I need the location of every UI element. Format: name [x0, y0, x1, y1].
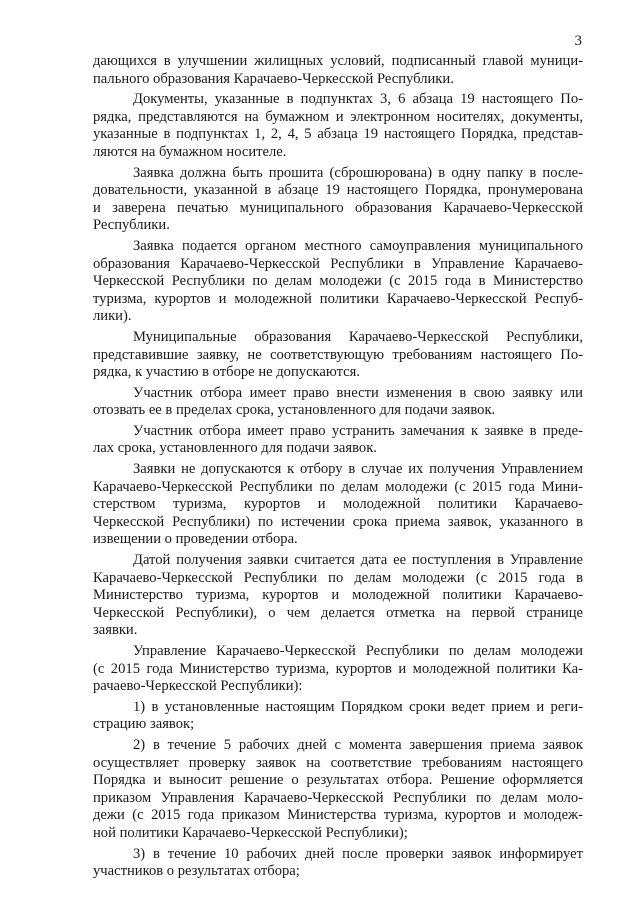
paragraph: [93, 385, 583, 420]
paragraph: [93, 737, 583, 843]
text-line: приказом Управления Карачаево-Черкесской Республики по делам моло-: [93, 789, 583, 806]
text-line: Участник отбора имеет право внести изменения в свою заявку или: [133, 384, 583, 401]
text-line: дежи (с 2015 года приказом Министерства туризма, курортов и молодеж-: [93, 807, 583, 824]
paragraph: [93, 91, 583, 161]
text-line: Карачаево-Черкесской Республики по делам молодежи (с 2015 года в: [93, 569, 583, 586]
text-line: образования Карачаево-Черкесской Республики в Управление Карачаево-: [93, 255, 583, 272]
text-line: Черкесской Республики) по истечении срока приема заявок, указанного в: [93, 513, 583, 530]
text-line: лах срока, установленного для подачи заявок.: [93, 440, 377, 457]
paragraph: [93, 238, 583, 326]
document-body: [93, 53, 583, 884]
paragraph: [93, 846, 583, 881]
text-line: Заявка должна быть прошита (сброшюрована) в одну папку в после-: [133, 164, 583, 181]
text-line: (с 2015 года Министерство туризма, курортов и молодежной политики Ка-: [93, 660, 583, 677]
paragraph: [93, 461, 583, 549]
page-number: 3: [574, 33, 582, 49]
paragraph: [93, 329, 583, 382]
text-line: 3) в течение 10 рабочих дней после проверки заявок информирует: [133, 845, 583, 862]
text-line: лики).: [93, 308, 132, 325]
text-line: участников о результатах отбора;: [93, 863, 300, 880]
text-line: отозвать ее в пределах срока, установленного для подачи заявок.: [93, 402, 496, 419]
text-line: Черкесской Республики по делам молодежи (с 2015 года в Министерство: [93, 273, 583, 290]
text-line: рачаево-Черкесской Республики):: [93, 678, 303, 695]
paragraph: [93, 552, 583, 640]
text-line: довательности, указанной в абзаце 19 настоящего Порядка, пронумерована: [93, 182, 583, 199]
text-line: дающихся в улучшении жилищных условий, подписанный главой муници-: [93, 53, 583, 69]
text-line: Карачаево-Черкесской Республики по делам молодежи (с 2015 года Мини-: [93, 478, 583, 495]
text-line: Датой получения заявки считается дата ее поступления в Управление: [133, 552, 583, 569]
text-line: и заверена печатью муниципального образования Карачаево-Черкесской: [93, 199, 583, 216]
text-line: заявки.: [93, 622, 138, 639]
paragraph: [93, 423, 583, 458]
text-line: Муниципальные образования Карачаево-Черкесской Республики,: [133, 328, 583, 345]
text-line: рядка, к участию в отборе не допускаются.: [93, 364, 361, 381]
text-line: 1) в установленные настоящим Порядком сроки ведет прием и реги-: [133, 698, 583, 715]
text-line: указанные в подпунктах 1, 2, 4, 5 абзаца 19 настоящего Порядка, представ-: [93, 126, 583, 143]
text-line: пального образования Карачаево-Черкесской Республики.: [93, 70, 454, 87]
text-line: Документы, указанные в подпунктах 3, 6 абзаца 19 настоящего По-: [133, 91, 583, 108]
text-line: Порядка и выносит решение о результатах отбора. Решение оформляется: [93, 772, 583, 789]
text-line: Управление Карачаево-Черкесской Республики по делам молодежи: [133, 643, 583, 659]
text-line: туризма, курортов и молодежной политики Карачаево-Черкесской Респуб-: [93, 290, 583, 307]
text-line: рядка, представляются на бумажном и электронном носителях, документы,: [93, 108, 583, 125]
text-line: ной политики Карачаево-Черкесской Республики);: [93, 824, 408, 841]
text-line: Министерство туризма, курортов и молодежной политики Карачаево-: [93, 587, 583, 604]
text-line: осуществляет проверку заявок на соответствие требованиям настоящего: [93, 754, 583, 771]
text-line: стерством туризма, курортов и молодежной политики Карачаево-: [93, 496, 583, 513]
paragraph: [93, 53, 583, 88]
text-line: 2) в течение 5 рабочих дней с момента завершения приема заявок: [133, 736, 583, 753]
paragraph: [93, 643, 583, 696]
paragraph: [93, 165, 583, 235]
text-line: Республики.: [93, 217, 170, 234]
text-line: Черкесской Республики), о чем делается отметка на первой странице: [93, 604, 583, 621]
paragraph: [93, 699, 583, 734]
text-line: извещении о проведении отбора.: [93, 531, 298, 548]
text-line: ляются на бумажном носителе.: [93, 143, 287, 160]
text-line: страцию заявок;: [93, 716, 195, 733]
text-line: представившие заявку, не соответствующую требованиям настоящего По-: [93, 346, 583, 363]
text-line: Заявки не допускаются к отбору в случае их получения Управлением: [133, 461, 583, 478]
text-line: Заявка подается органом местного самоуправления муниципального: [133, 237, 583, 254]
text-line: Участник отбора имеет право устранить замечания к заявке в преде-: [133, 422, 583, 439]
